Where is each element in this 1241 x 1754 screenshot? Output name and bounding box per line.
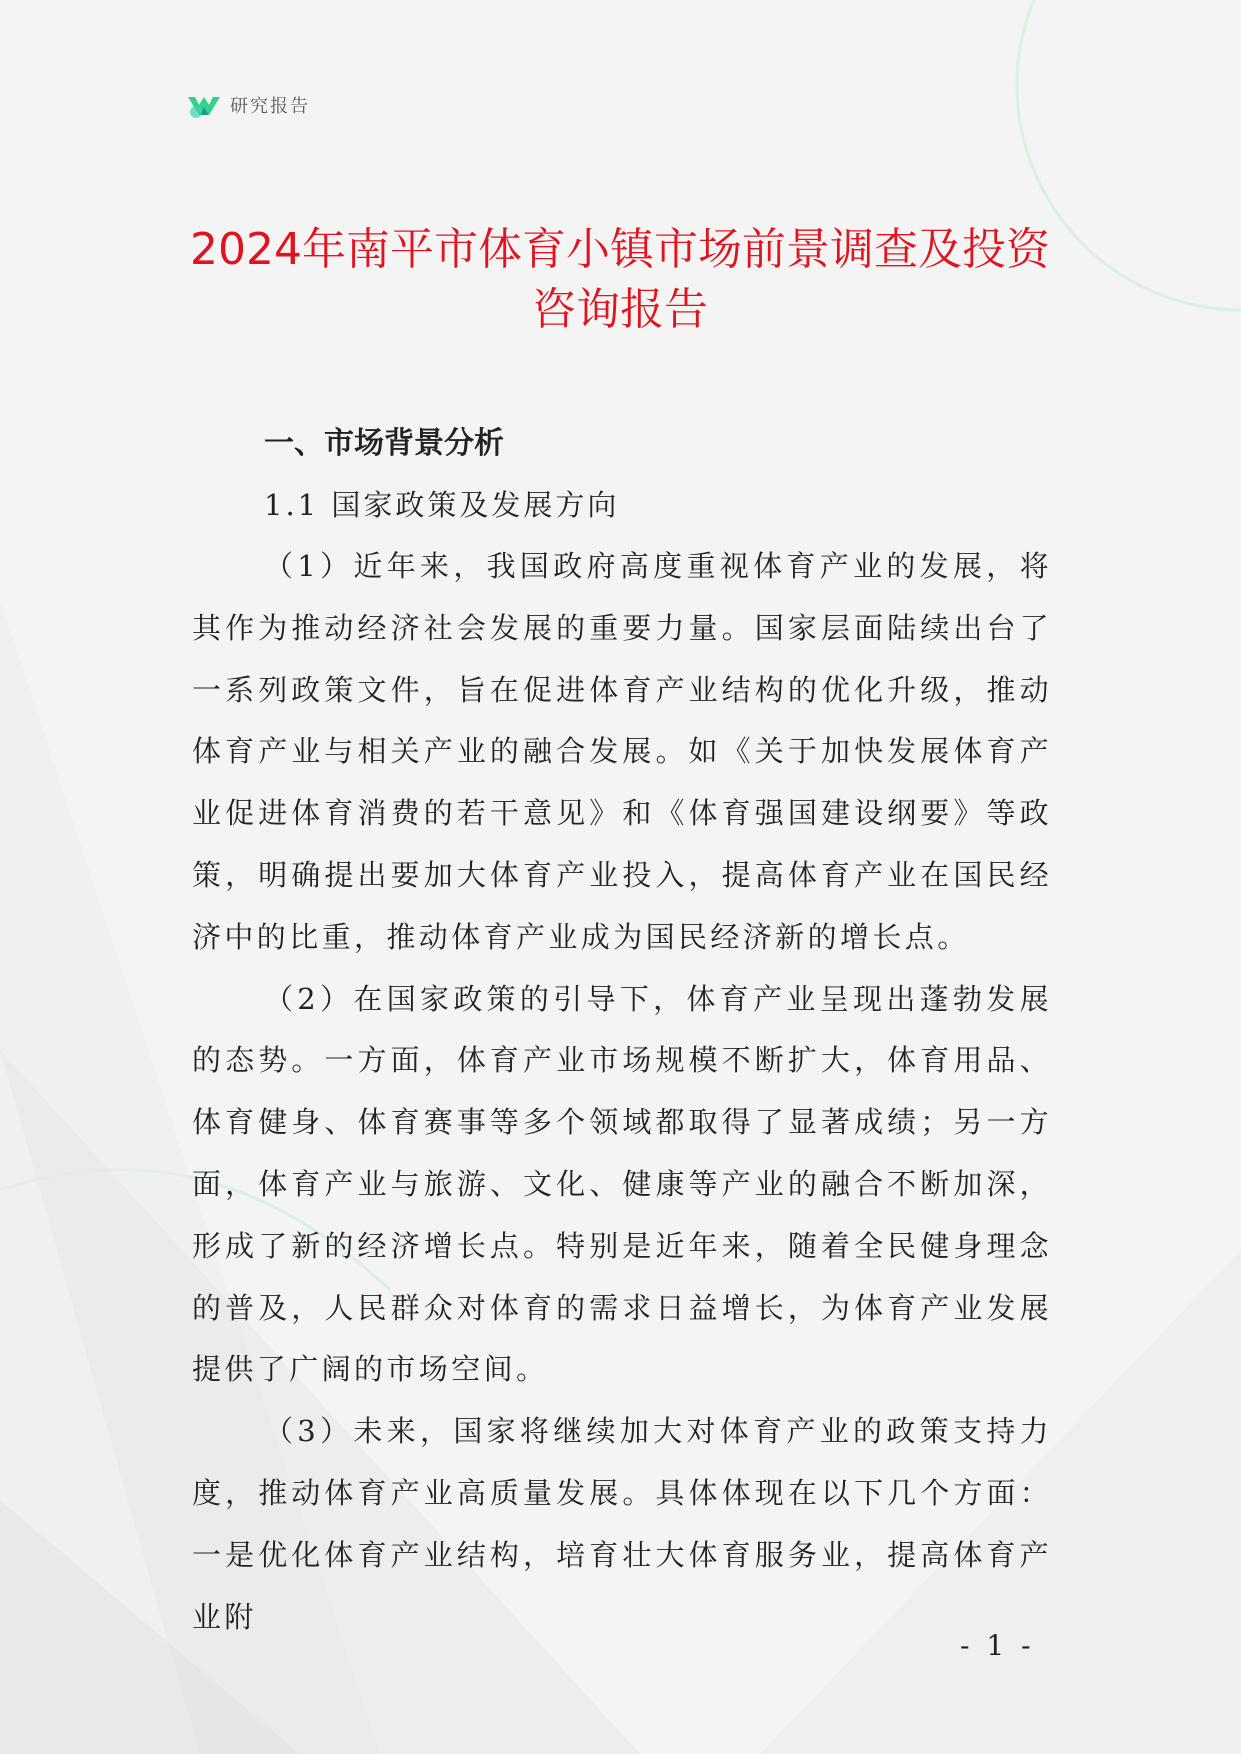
brand-logo-icon <box>186 88 222 122</box>
paragraph-2: （2）在国家政策的引导下，体育产业呈现出蓬勃发展的态势。一方面，体育产业市场规模不断扩大，体育用品、体育健身、体育赛事等多个领域都取得了显著成绩；另一方面，体育产业与旅游、文化、健康等产业的融合不断加深，形成了新的经济增长点。特别是近年来，随着全民健身理念的普及，人民群众对体育的需求日益增长，为体育产业发展提供了广阔的市场空间。 <box>192 981 1052 1387</box>
page-number: - 1 - <box>960 1629 1035 1662</box>
section-subheading: 1.1 国家政策及发展方向 <box>264 488 620 522</box>
section-heading: 一、市场背景分析 <box>264 426 504 461</box>
report-header <box>186 88 310 122</box>
paragraph-3: （3）未来，国家将继续加大对体育产业的政策支持力度，推动体育产业高质量发展。具体体现在以下几个方面：一是优化体育产业结构，培育壮大体育服务业，提高体育产业附 <box>192 1414 1052 1634</box>
paragraph-1: （1）近年来，我国政府高度重视体育产业的发展，将其作为推动经济社会发展的重要力量。国家层面陆续出台了一系列政策文件，旨在促进体育产业结构的优化升级，推动体育产业与相关产业的融合发展。如《关于加快发展体育产业促进体育消费的若干意见》和《体育强国建设纲要》等政策，明确提出要加大体育产业投入，提高体育产业在国民经济中的比重，推动体育产业成为国民经济新的增长点。 <box>192 549 1052 954</box>
report-title: 2024年南平市体育小镇市场前景调查及投资咨询报告 <box>190 224 1050 335</box>
header-label: 研究报告 <box>230 96 310 117</box>
report-body <box>192 414 1052 1648</box>
